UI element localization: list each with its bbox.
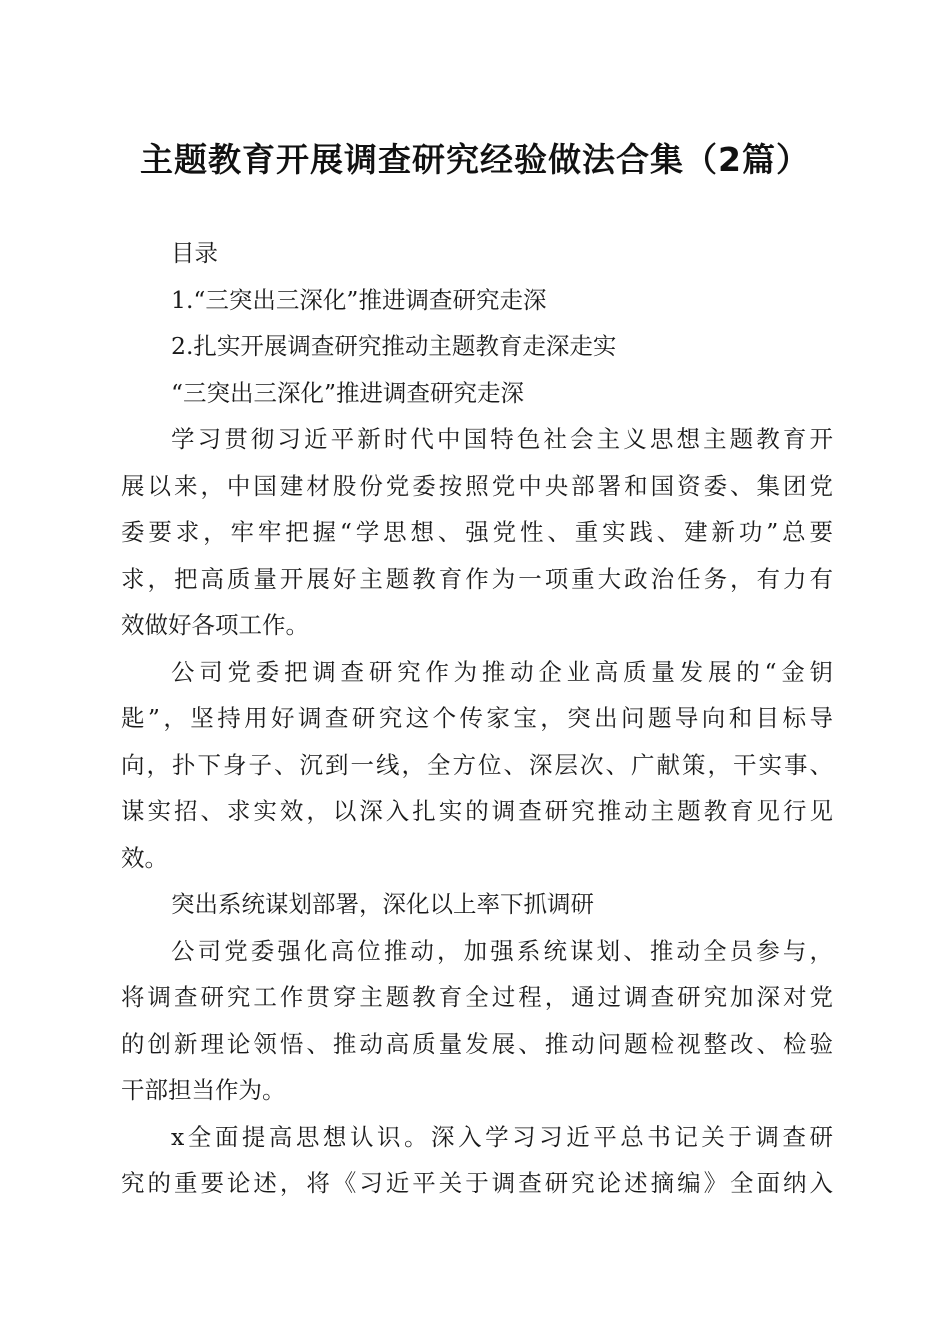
paragraph-line: 公司党委强化高位推动，加强系统谋划、推动全员参与， — [171, 936, 833, 965]
paragraph-line: 效。 — [121, 843, 168, 872]
document-body — [121, 230, 833, 1207]
paragraph-line: 公司党委把调查研究作为推动企业高质量发展的“金钥 — [171, 657, 833, 686]
paragraph-line: 的创新理论领悟、推动高质量发展、推动问题检视整改、检验 — [121, 1029, 833, 1058]
document-title: 主题教育开展调查研究经验做法合集（2篇） — [140, 140, 810, 179]
paragraph-line: 向，扑下身子、沉到一线，全方位、深层次、广献策，干实事、 — [121, 750, 833, 779]
paragraph-line: 匙”，坚持用好调查研究这个传家宝，突出问题导向和目标导 — [121, 704, 833, 732]
paragraph-line: 干部担当作为。 — [121, 1076, 286, 1104]
paragraph-line: 求，把高质量开展好主题教育作为一项重大政治任务，有力有 — [121, 564, 833, 593]
paragraph-line: x全面提高思想认识。深入学习习近平总书记关于调查研 — [171, 1122, 833, 1151]
section-heading: “三突出三深化”推进调查研究走深 — [171, 378, 525, 407]
toc-item-2: 2.扎实开展调查研究推动主题教育走深走实 — [171, 332, 617, 360]
paragraph-line: 究的重要论述，将《习近平关于调查研究论述摘编》全面纳入 — [121, 1169, 833, 1197]
toc-item-1: 1.“三突出三深化”推进调查研究走深 — [171, 285, 547, 314]
subsection-heading: 突出系统谋划部署，深化以上率下抓调研 — [171, 890, 594, 918]
toc-heading: 目录 — [171, 239, 218, 267]
paragraph-line: 效做好各项工作。 — [121, 611, 309, 639]
paragraph-line: 学习贯彻习近平新时代中国特色社会主义思想主题教育开 — [171, 425, 833, 453]
paragraph-line: 将调查研究工作贯穿主题教育全过程，通过调查研究加深对党 — [121, 983, 833, 1011]
paragraph-line: 委要求，牢牢把握“学思想、强党性、重实践、建新功”总要 — [121, 518, 833, 546]
paragraph-line: 谋实招、求实效，以深入扎实的调查研究推动主题教育见行见 — [121, 797, 833, 825]
paragraph-line: 展以来，中国建材股份党委按照党中央部署和国资委、集团党 — [121, 471, 833, 500]
